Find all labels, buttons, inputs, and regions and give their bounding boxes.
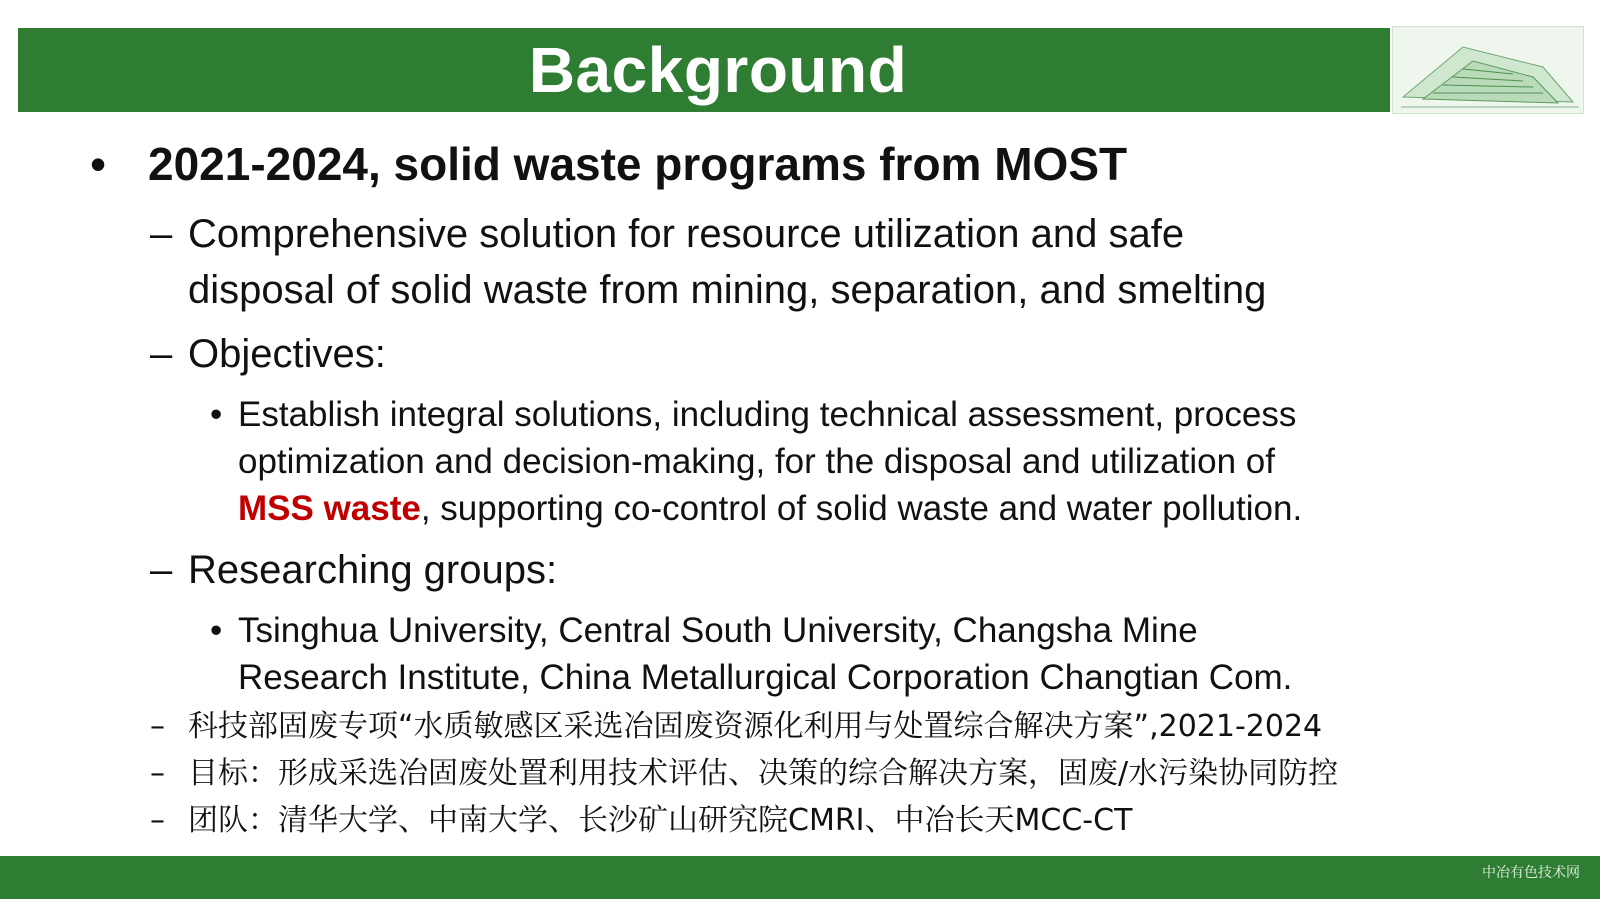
groups-sub-line1: Tsinghua University, Central South University, Changsha Mine [238,611,1198,650]
footer-logo: 中冶有色技术网 [1482,864,1580,880]
mss-waste-highlight: MSS waste [238,489,421,528]
main-bullet [90,136,1127,192]
dash-marker: – [150,709,165,744]
bullet-marker: • [90,138,107,190]
objectives-sub-line2: optimization and decision-making, for the disposal and utilization of [238,442,1275,481]
main-bullet-text: 2021-2024, solid waste programs from MOST [148,138,1128,190]
objectives-sub-line3 [210,485,1302,532]
dash-marker: – [150,803,165,838]
bottom-bar [0,856,1600,899]
chinese-line-1-text: 科技部固废专项“水质敏感区采选冶固废资源化利用与处置综合解决方案”,2021-2024 [188,709,1323,744]
comprehensive-line1: Comprehensive solution for resource utilization and safe [188,212,1185,256]
objectives-label: Objectives: [188,332,386,376]
groups-label: Researching groups: [188,548,558,592]
sub-bullet-marker: • [210,611,223,650]
page-title: Background [528,34,908,106]
dash-marker: – [150,756,165,791]
groups-item [150,542,557,598]
groups-sub-item [210,607,1292,701]
groups-sub-line2: Research Institute, China Metallurgical Corporation Changtian Com. [238,658,1293,697]
objectives-item [150,326,386,382]
comprehensive-item [150,206,1266,318]
objectives-sub-item [210,391,1302,532]
comprehensive-line2: disposal of solid waste from mining, separation, and smelting [188,268,1267,312]
chinese-line-3-text: 团队：清华大学、中南大学、长沙矿山研究院CMRI、中冶长天MCC-CT [188,803,1133,838]
objectives-sub-line3-rest: , supporting co-control of solid waste and water pollution. [420,489,1303,528]
objectives-sub-line1: Establish integral solutions, including technical assessment, process [238,395,1297,434]
chinese-line-2 [150,754,1338,794]
dash-marker: – [150,548,173,592]
chinese-line-2-text: 目标：形成采选冶固废处置利用技术评估、决策的综合解决方案，固废/水污染协同防控 [188,756,1339,791]
dash-marker: – [150,212,173,256]
sub-bullet-marker: • [210,395,223,434]
chinese-line-3 [150,801,1132,841]
dash-marker: – [150,332,173,376]
chinese-line-1 [150,707,1322,747]
